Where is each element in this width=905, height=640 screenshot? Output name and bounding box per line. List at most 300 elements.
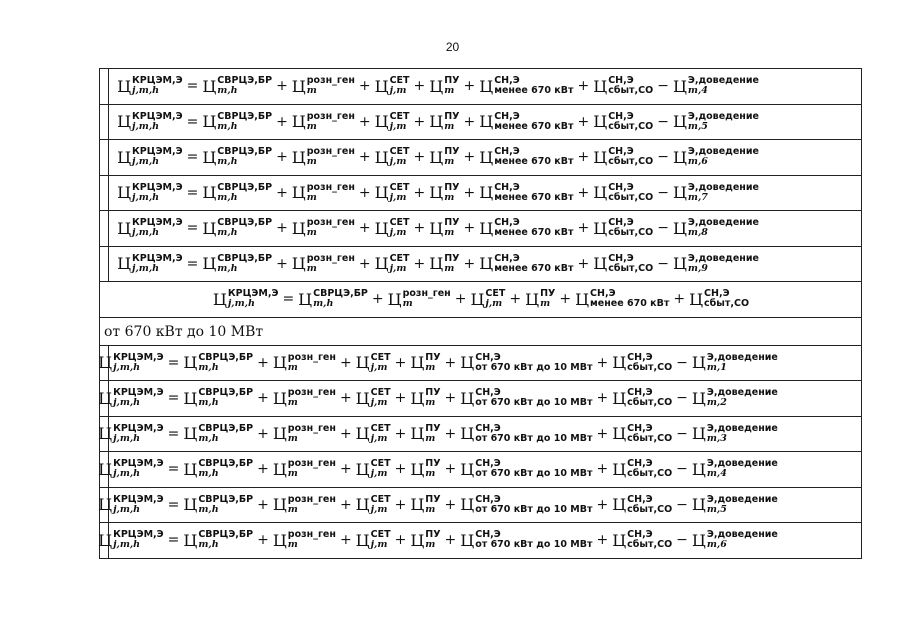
scripts [288, 388, 336, 408]
term-price-svrts [202, 183, 272, 203]
superscript: Э,доведение [706, 422, 778, 434]
superscript: Э,доведение [687, 75, 759, 87]
formula-row [100, 282, 862, 318]
scripts [113, 388, 164, 408]
term-price-pu [410, 495, 440, 515]
term-price-pu [410, 530, 440, 550]
subscript: сбыт,СО [608, 120, 654, 132]
price-symbol: Ц [291, 147, 306, 167]
superscript: СН,Э [627, 422, 653, 434]
price-symbol: Ц [202, 112, 217, 132]
scripts [627, 530, 672, 550]
superscript: СЕТ [370, 529, 391, 541]
scripts [707, 459, 778, 479]
price-symbol: Ц [117, 112, 132, 132]
subscript: m [306, 120, 317, 132]
term-price-krtsem [117, 183, 183, 203]
minus-sign: − [676, 390, 688, 407]
scripts [707, 424, 778, 444]
subscript: m,h [198, 397, 219, 409]
scripts [627, 495, 672, 515]
superscript: КРЦЭМ,Э [113, 458, 164, 470]
scripts [198, 459, 253, 479]
plus-sign: + [559, 291, 572, 308]
term-price-dovedenie [673, 112, 759, 132]
subscript: m [306, 191, 317, 203]
subscript: m,h [217, 262, 238, 274]
superscript: СЕТ [389, 75, 410, 87]
subscript: m,6 [687, 156, 708, 168]
superscript: Э,доведение [687, 217, 759, 229]
equals-sign: = [167, 390, 180, 407]
superscript: СН,Э [494, 181, 520, 193]
price-symbol: Ц [202, 254, 217, 274]
formula-row [100, 488, 862, 524]
term-price-set [356, 459, 391, 479]
term-price-pu [410, 388, 440, 408]
subscript: сбыт,СО [704, 298, 750, 310]
term-price-pu [410, 459, 440, 479]
plus-sign: + [358, 78, 371, 95]
plus-sign: + [596, 496, 609, 513]
subscript: j,m,h [132, 120, 160, 132]
price-symbol: Ц [460, 353, 475, 373]
price-symbol: Ц [410, 530, 425, 550]
term-price-svrts [202, 147, 272, 167]
superscript: Э,доведение [687, 110, 759, 122]
plus-sign: + [339, 532, 352, 549]
price-symbol: Ц [355, 424, 370, 444]
superscript: СВРЦЭ,БР [217, 146, 273, 158]
price-symbol: Ц [429, 254, 444, 274]
term-price-krtsem [98, 459, 164, 479]
subscript: m [425, 361, 436, 373]
subscript-band: менее 670 кВт [494, 227, 574, 239]
plus-sign: + [276, 78, 288, 95]
price-symbol: Ц [202, 183, 217, 203]
price-symbol: Ц [272, 388, 287, 408]
price-symbol: Ц [272, 495, 287, 515]
term-price-dovedenie [692, 530, 778, 550]
price-symbol: Ц [298, 289, 313, 309]
scripts [307, 218, 355, 238]
superscript: ПУ [425, 529, 441, 541]
subscript: m,3 [706, 432, 727, 444]
page-number: 20 [445, 40, 460, 54]
plus-sign: + [394, 390, 407, 407]
term-price-krtsem [117, 218, 183, 238]
subscript: m,h [217, 227, 238, 239]
plus-sign: + [596, 461, 609, 478]
subscript: сбыт,СО [608, 227, 654, 239]
superscript: СВРЦЭ,БР [313, 288, 368, 300]
term-price-sne-band [460, 353, 592, 373]
plus-sign: + [413, 113, 426, 130]
scripts [688, 76, 759, 96]
scripts [627, 459, 672, 479]
price-symbol: Ц [291, 218, 306, 238]
subscript: m [287, 468, 298, 480]
minus-sign: − [676, 496, 688, 513]
subscript: j,m [389, 156, 407, 168]
term-price-set [375, 254, 410, 274]
scripts [608, 218, 653, 238]
subscript: j,m [389, 120, 407, 132]
scripts [390, 183, 410, 203]
term-price-svrts [183, 353, 253, 373]
superscript: СЕТ [370, 493, 391, 505]
price-symbol: Ц [410, 495, 425, 515]
superscript: Э,доведение [706, 387, 778, 399]
price-symbol: Ц [612, 530, 627, 550]
subscript: m [425, 432, 436, 444]
formula [117, 183, 759, 203]
superscript: СВРЦЭ,БР [217, 110, 273, 122]
scripts [403, 289, 451, 309]
superscript: СН,Э [608, 181, 634, 193]
plus-sign: + [276, 255, 288, 272]
superscript: розн_ген [287, 458, 336, 470]
plus-sign: + [257, 532, 269, 549]
scripts [217, 112, 272, 132]
plus-sign: + [276, 184, 288, 201]
price-symbol: Ц [272, 530, 287, 550]
superscript: розн_ген [287, 351, 336, 363]
price-symbol: Ц [410, 424, 425, 444]
term-price-rozn [292, 76, 355, 96]
equals-sign: = [186, 184, 199, 201]
term-price-rozn [388, 289, 451, 309]
superscript: КРЦЭМ,Э [132, 217, 183, 229]
superscript: СВРЦЭ,БР [198, 387, 254, 399]
scripts [288, 353, 336, 373]
superscript: СЕТ [370, 458, 391, 470]
subscript: m [287, 503, 298, 515]
plus-sign: + [596, 532, 609, 549]
scripts [475, 388, 592, 408]
minus-sign: − [657, 113, 669, 130]
superscript: СН,Э [627, 529, 653, 541]
price-symbol: Ц [429, 147, 444, 167]
scripts [390, 254, 410, 274]
term-price-krtsem [117, 112, 183, 132]
price-symbol: Ц [183, 353, 198, 373]
plus-sign: + [371, 291, 384, 308]
superscript: ПУ [425, 351, 441, 363]
plus-sign: + [463, 113, 476, 130]
plus-sign: + [463, 255, 476, 272]
price-symbol: Ц [460, 424, 475, 444]
plus-sign: + [257, 496, 269, 513]
scripts [425, 424, 440, 444]
plus-sign: + [276, 113, 288, 130]
price-symbol: Ц [355, 459, 370, 479]
subscript: j,m,h [113, 468, 141, 480]
superscript: розн_ген [306, 217, 355, 229]
subscript-band: менее 670 кВт [494, 156, 574, 168]
subscript: m,h [198, 539, 219, 551]
subscript: сбыт,СО [627, 361, 673, 373]
plus-sign: + [394, 425, 407, 442]
plus-sign: + [577, 220, 590, 237]
price-symbol: Ц [202, 147, 217, 167]
scripts [217, 147, 272, 167]
scripts [425, 495, 440, 515]
price-symbol: Ц [272, 353, 287, 373]
plus-sign: + [509, 291, 522, 308]
section-heading-row [100, 318, 862, 346]
scripts [475, 424, 592, 444]
price-symbol: Ц [691, 530, 706, 550]
term-price-svrts [202, 112, 272, 132]
superscript: Э,доведение [706, 493, 778, 505]
scripts [688, 218, 759, 238]
superscript: СН,Э [494, 252, 520, 264]
price-symbol: Ц [612, 459, 627, 479]
price-symbol: Ц [374, 218, 389, 238]
price-symbol: Ц [479, 254, 494, 274]
superscript: СН,Э [608, 252, 634, 264]
subscript: m [444, 85, 455, 97]
term-price-rozn [292, 254, 355, 274]
term-price-set [356, 424, 391, 444]
superscript: КРЦЭМ,Э [132, 110, 183, 122]
price-symbol: Ц [183, 388, 198, 408]
term-price-svrts [183, 388, 253, 408]
formula [213, 289, 749, 309]
superscript: КРЦЭМ,Э [132, 252, 183, 264]
superscript: СН,Э [475, 458, 501, 470]
superscript: ПУ [425, 387, 441, 399]
plus-sign: + [577, 113, 590, 130]
superscript: СН,Э [494, 75, 520, 87]
subscript: m [425, 468, 436, 480]
plus-sign: + [358, 255, 371, 272]
equals-sign: = [186, 113, 199, 130]
price-symbol: Ц [612, 353, 627, 373]
price-symbol: Ц [117, 254, 132, 274]
superscript: Э,доведение [706, 458, 778, 470]
term-price-sne-sbyt [612, 424, 672, 444]
superscript: СН,Э [494, 146, 520, 158]
formula-cell [108, 105, 768, 140]
superscript: СН,Э [494, 110, 520, 122]
subscript: m,4 [706, 468, 727, 480]
term-price-pu [410, 424, 440, 444]
scripts [475, 530, 592, 550]
formula-cell [98, 381, 778, 416]
subscript: j,m,h [113, 503, 141, 515]
price-symbol: Ц [272, 424, 287, 444]
formula-row [100, 247, 862, 283]
term-price-rozn [273, 388, 336, 408]
formula-cell [108, 69, 768, 104]
scripts [288, 530, 336, 550]
term-price-sne-sbyt [593, 218, 653, 238]
superscript: СН,Э [475, 387, 501, 399]
plus-sign: + [358, 220, 371, 237]
scripts [444, 218, 459, 238]
plus-sign: + [444, 461, 457, 478]
subscript: m,h [217, 156, 238, 168]
section-heading: от 670 кВт до 10 МВт [104, 323, 264, 340]
plus-sign: + [358, 184, 371, 201]
superscript: СЕТ [389, 110, 410, 122]
term-price-sne-band [479, 183, 573, 203]
superscript: СН,Э [494, 217, 520, 229]
superscript: розн_ген [287, 422, 336, 434]
price-symbol: Ц [291, 76, 306, 96]
subscript: m,h [198, 503, 219, 515]
formula-row [100, 105, 862, 141]
price-symbol: Ц [291, 254, 306, 274]
price-symbol: Ц [374, 76, 389, 96]
subscript: m [444, 191, 455, 203]
subscript: j,m,h [113, 432, 141, 444]
term-price-sne-band [460, 530, 592, 550]
subscript: m [306, 85, 317, 97]
plus-sign: + [394, 354, 407, 371]
price-symbol: Ц [479, 218, 494, 238]
scripts [307, 76, 355, 96]
superscript: Э,доведение [687, 146, 759, 158]
scripts [217, 218, 272, 238]
term-price-krtsem [98, 353, 164, 373]
term-price-sne-sbyt [612, 459, 672, 479]
price-symbol: Ц [183, 495, 198, 515]
term-price-dovedenie [692, 495, 778, 515]
superscript: КРЦЭМ,Э [113, 422, 164, 434]
term-price-sne-sbyt [612, 388, 672, 408]
term-price-rozn [273, 424, 336, 444]
subscript: j,m [389, 227, 407, 239]
scripts [371, 353, 391, 373]
subscript: j,m,h [132, 156, 160, 168]
superscript: СН,Э [475, 422, 501, 434]
superscript: ПУ [425, 422, 441, 434]
price-symbol: Ц [98, 530, 113, 550]
superscript: ПУ [444, 110, 460, 122]
equals-sign: = [167, 354, 180, 371]
scripts [475, 459, 592, 479]
minus-sign: − [676, 354, 688, 371]
subscript: j,m [370, 539, 388, 551]
superscript: розн_ген [306, 110, 355, 122]
equals-sign: = [167, 496, 180, 513]
superscript: СЕТ [370, 387, 391, 399]
superscript: розн_ген [306, 252, 355, 264]
equals-sign: = [186, 149, 199, 166]
superscript: СЕТ [370, 351, 391, 363]
term-price-set [375, 147, 410, 167]
formula-cell [100, 282, 862, 317]
price-symbol: Ц [355, 495, 370, 515]
superscript: ПУ [425, 493, 441, 505]
term-price-sne-sbyt [689, 289, 749, 309]
scripts [113, 459, 164, 479]
subscript: m [287, 397, 298, 409]
term-price-sne-band [479, 218, 573, 238]
subscript: j,m,h [113, 539, 141, 551]
term-price-sne-sbyt [593, 76, 653, 96]
superscript: КРЦЭМ,Э [132, 146, 183, 158]
price-symbol: Ц [410, 388, 425, 408]
scripts [627, 388, 672, 408]
superscript: ПУ [444, 217, 460, 229]
plus-sign: + [257, 425, 269, 442]
price-symbol: Ц [98, 459, 113, 479]
superscript: Э,доведение [687, 252, 759, 264]
subscript: m [287, 432, 298, 444]
scripts [627, 424, 672, 444]
term-price-krtsem [213, 289, 279, 309]
subscript: j,m,h [132, 85, 160, 97]
price-symbol: Ц [525, 289, 540, 309]
price-symbol: Ц [429, 76, 444, 96]
plus-sign: + [444, 354, 457, 371]
price-symbol: Ц [429, 218, 444, 238]
scripts [113, 424, 164, 444]
superscript: розн_ген [402, 288, 451, 300]
subscript: сбыт,СО [608, 191, 654, 203]
subscript: m [287, 361, 298, 373]
scripts [475, 353, 592, 373]
subscript: сбыт,СО [627, 539, 673, 551]
term-price-sne-sbyt [593, 147, 653, 167]
superscript: розн_ген [306, 146, 355, 158]
subscript: m,9 [687, 262, 708, 274]
subscript: j,m [370, 468, 388, 480]
subscript: m,h [198, 432, 219, 444]
price-symbol: Ц [410, 353, 425, 373]
superscript: Э,доведение [706, 351, 778, 363]
subscript: j,m,h [132, 227, 160, 239]
price-symbol: Ц [117, 218, 132, 238]
formula-row [100, 417, 862, 453]
scripts [132, 147, 183, 167]
term-price-set [375, 183, 410, 203]
scripts [371, 530, 391, 550]
superscript: СВРЦЭ,БР [198, 493, 254, 505]
subscript: m [425, 503, 436, 515]
price-symbol: Ц [374, 254, 389, 274]
plus-sign: + [596, 425, 609, 442]
plus-sign: + [444, 532, 457, 549]
subscript: m,7 [687, 191, 708, 203]
superscript: розн_ген [306, 181, 355, 193]
plus-sign: + [257, 354, 269, 371]
superscript: розн_ген [287, 387, 336, 399]
term-price-sne-band [460, 495, 592, 515]
term-price-sne-band [460, 459, 592, 479]
term-price-pu [429, 183, 459, 203]
price-symbol: Ц [479, 183, 494, 203]
price-symbol: Ц [460, 530, 475, 550]
price-symbol: Ц [202, 76, 217, 96]
plus-sign: + [358, 113, 371, 130]
superscript: КРЦЭМ,Э [227, 288, 279, 300]
subscript-band: менее 670 кВт [494, 85, 574, 97]
plus-sign: + [413, 149, 426, 166]
formula-table [99, 68, 862, 559]
plus-sign: + [577, 255, 590, 272]
superscript: розн_ген [306, 75, 355, 87]
subscript: m [425, 539, 436, 551]
superscript: СЕТ [389, 181, 410, 193]
price-symbol: Ц [355, 353, 370, 373]
formula [117, 218, 759, 238]
term-price-set [356, 530, 391, 550]
